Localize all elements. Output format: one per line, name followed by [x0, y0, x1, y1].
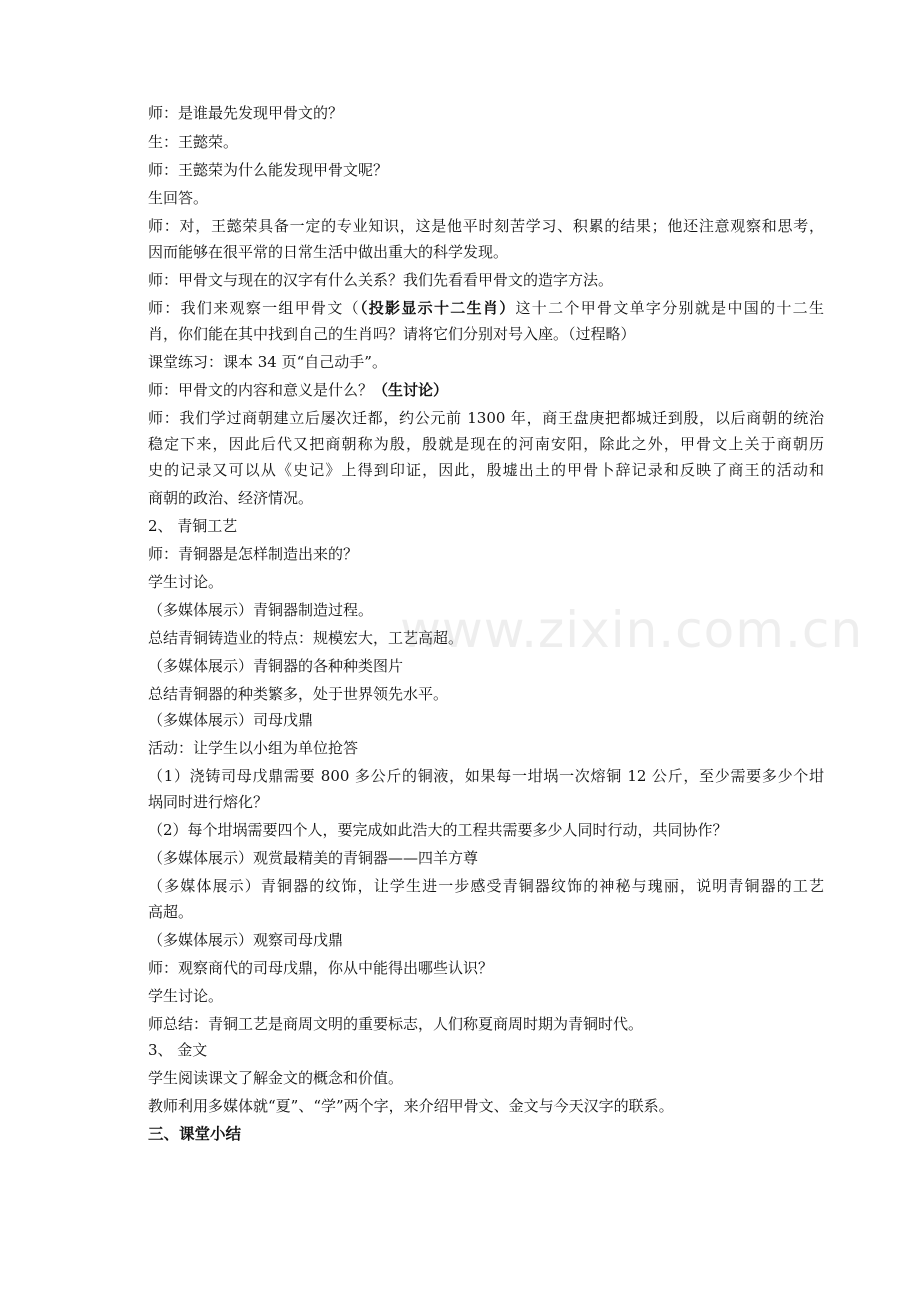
text-line: 师：对，王懿荣具备一定的专业知识，这是他平时刻苦学习、积累的结果；他还注意观察和思考，	[148, 217, 824, 235]
text-line: （多媒体展示）观察司母戊鼎	[148, 931, 344, 949]
text-line: 学生讨论。	[148, 987, 224, 1005]
section-heading: 2、 青铜工艺	[148, 517, 238, 535]
text-line: 高超。	[148, 903, 194, 921]
text-line	[148, 295, 824, 321]
text-line: 师：观察商代的司母戊鼎，你从中能得出哪些认识？	[148, 959, 494, 977]
text-line: （多媒体展示）青铜器制造过程。	[148, 601, 374, 619]
text-line: 史的记录又可以从《史记》上得到印证，因此，殷墟出土的甲骨卜辞记录和反映了商王的活动和	[148, 461, 824, 479]
emphasis-text: （生讨论）	[373, 381, 449, 399]
watermark: www.zixin.com.cn	[400, 601, 864, 659]
text-line: （多媒体展示）青铜器的各种种类图片	[148, 657, 404, 675]
text-run: 师：我们来观察一组甲骨文（	[148, 299, 360, 317]
text-line: 因而能够在很平常的日常生活中做出重大的科学发现。	[148, 243, 509, 261]
section-heading: 3、 金文	[148, 1041, 208, 1059]
text-line: （2）每个坩埚需要四个人，要完成如此浩大的工程共需要多少人同时行动，共同协作？	[148, 821, 728, 839]
text-line: 埚同时进行熔化？	[148, 793, 269, 811]
text-line: 师：甲骨文与现在的汉字有什么关系？我们先看看甲骨文的造字方法。	[148, 271, 614, 289]
section-heading: 三、课堂小结	[148, 1124, 242, 1143]
text-line: 师：王懿荣为什么能发现甲骨文呢？	[148, 161, 389, 179]
emphasis-text: （投影显示十二生肖）	[359, 299, 516, 317]
text-line: （多媒体展示）青铜器的纹饰，让学生进一步感受青铜器纹饰的神秘与瑰丽，说明青铜器的工艺	[148, 877, 824, 895]
text-line: 师总结：青铜工艺是商周文明的重要标志，人们称夏商周时期为青铜时代。	[148, 1015, 644, 1033]
text-run: 这十二个甲骨文单字分别就是中国的十二生	[515, 299, 824, 317]
text-line: 课堂练习：课本 34 页“自己动手”。	[148, 353, 387, 371]
text-line: 师：我们学过商朝建立后屡次迁都，约公元前 1300 年，商王盘庚把都城迁到殷，以后商朝的统治	[148, 409, 824, 427]
text-line: 师：是谁最先发现甲骨文的？	[148, 104, 344, 122]
text-line: 总结青铜铸造业的特点：规模宏大，工艺高超。	[148, 629, 464, 647]
text-line: 师：青铜器是怎样制造出来的？	[148, 545, 359, 563]
text-line: （多媒体展示）观赏最精美的青铜器——四羊方尊	[148, 849, 479, 867]
text-line: 生：王懿荣。	[148, 133, 239, 151]
text-line: 商朝的政治、经济情况。	[148, 489, 314, 507]
text-line: （多媒体展示）司母戊鼎	[148, 711, 314, 729]
text-line: 肖，你们能在其中找到自己的生肖吗？请将它们分别对号入座。（过程略）	[148, 325, 636, 343]
text-line: 学生讨论。	[148, 573, 224, 591]
text-line: 稳定下来，因此后代又把商朝称为殷，殷就是现在的河南安阳，除此之外，甲骨文上关于商朝历	[148, 435, 824, 453]
text-line	[148, 377, 824, 403]
text-line: （1）浇铸司母戊鼎需要 800 多公斤的铜液，如果每一坩埚一次熔铜 12 公斤，至少需要多少个坩	[148, 767, 824, 785]
text-line: 总结青铜器的种类繁多，处于世界领先水平。	[148, 685, 449, 703]
text-line: 学生阅读课文了解金文的概念和价值。	[148, 1069, 404, 1087]
text-line: 生回答。	[148, 189, 209, 207]
text-line: 教师利用多媒体就“夏”、“学”两个字，来介绍甲骨文、金文与今天汉字的联系。	[148, 1097, 674, 1115]
text-line: 活动：让学生以小组为单位抢答	[148, 739, 359, 757]
text-run: 师：甲骨文的内容和意义是什么？	[148, 381, 374, 399]
